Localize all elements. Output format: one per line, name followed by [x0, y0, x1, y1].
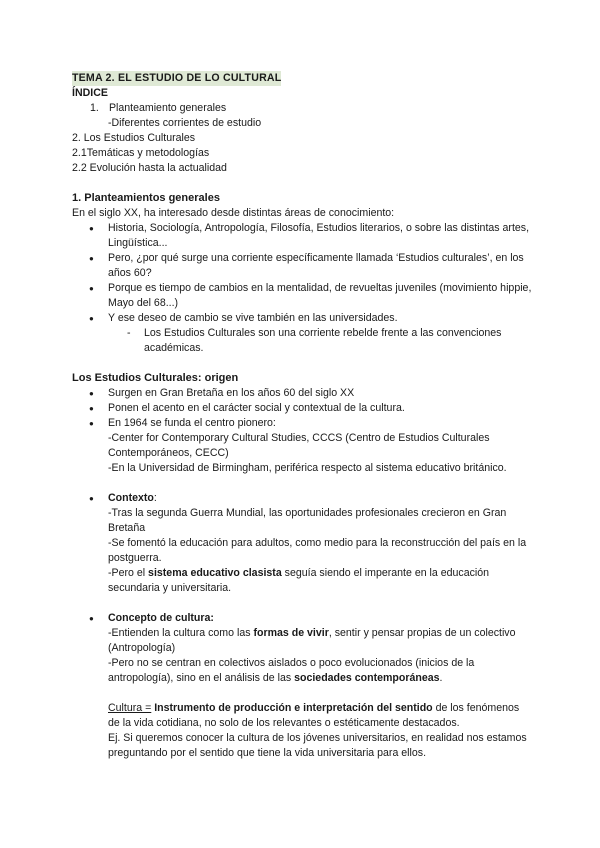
document-body [72, 71, 532, 761]
text-run: seguía siendo el imperante en la educación secundaria y universitaria. [108, 567, 490, 594]
cultura-example: Ej. Si queremos conocer la cultura de los jóvenes universitarios, en realidad nos estamos preguntando por el sentido que tiene la vida universitaria para ellos. [108, 732, 527, 759]
bullet-list [72, 611, 532, 686]
text-run-bold: formas de vivir [253, 627, 329, 639]
section-heading-planteamientos: 1. Planteamientos generales [72, 192, 220, 204]
index-item-label: Planteamiento generales [108, 102, 227, 114]
list-item-contexto [72, 491, 532, 596]
text-run-bold: sistema educativo clasista [148, 567, 282, 579]
list-item: ● Porque es tiempo de cambios en la mentalidad, de revueltas juveniles (movimiento hippie, Mayo del 68...) [72, 281, 532, 311]
concepto-line [108, 626, 532, 656]
index-item-number: 1. [90, 102, 99, 114]
bullet-list [72, 221, 532, 326]
index-heading: ÍNDICE [72, 87, 108, 99]
contexto-colon: : [153, 492, 157, 504]
sub-list-item: - Los Estudios Culturales son una corriente rebelde frente a las convenciones académicas. [72, 326, 532, 356]
section-intro: En el siglo XX, ha interesado desde distintas áreas de conocimiento: [72, 207, 395, 219]
concepto-label: Concepto de cultura: [108, 612, 214, 624]
list-item-text: En 1964 se funda el centro pionero: [108, 417, 276, 429]
contexto-line: -Se fomentó la educación para adultos, como medio para la reconstrucción del país en la postguerra. [108, 537, 527, 564]
list-item: ● Pero, ¿por qué surge una corriente específicamente llamada ‘Estudios culturales’, en los años 60? [72, 251, 532, 281]
contexto-line: -Tras la segunda Guerra Mundial, las oportunidades profesionales crecieron en Gran Bretaña [108, 507, 507, 534]
center-line: -En la Universidad de Birmingham, periférica respecto al sistema educativo británico. [108, 462, 507, 474]
contexto-line [108, 566, 532, 596]
index-item: 2. Los Estudios Culturales [72, 132, 196, 144]
index-item: -Diferentes corrientes de estudio [108, 117, 262, 129]
text-run: , sentir y pensar propias de un colectivo (Antropología) [108, 627, 516, 654]
bullet-list [72, 491, 532, 596]
cultura-term: Cultura = [108, 702, 152, 714]
text-run-bold: sociedades contemporáneas [294, 672, 440, 684]
index-item: 2.2 Evolución hasta la actualidad [72, 162, 227, 174]
text-run: -Entienden la cultura como las [108, 627, 254, 639]
section-heading-origen: Los Estudios Culturales: origen [72, 372, 239, 384]
text-run: . [439, 672, 443, 684]
cultura-definition-bold: Instrumento de producción e interpretación del sentido [151, 702, 433, 714]
list-item: ● Y ese deseo de cambio se vive también en las universidades. [72, 311, 532, 326]
document-title: TEMA 2. EL ESTUDIO DE LO CULTURAL [72, 72, 282, 84]
bullet-list [72, 386, 532, 476]
concepto-line [108, 656, 532, 686]
cultura-definition-rest: de los fenómenos de la vida cotidiana, no solo de los relevantes o estéticamente destacados. [108, 702, 520, 729]
list-item-concepto [72, 611, 532, 686]
list-item [72, 416, 532, 476]
center-line: -Center for Contemporary Cultural Studies, CCCS (Centro de Estudios Culturales Contemporáneos, CECC) [108, 432, 490, 459]
contexto-label: Contexto [108, 492, 154, 504]
text-run: -Pero no se centran en colectivos aislados o poco evolucionados (inicios de la antropología), sino en el análisis de las [108, 657, 475, 684]
index-item [72, 101, 532, 116]
list-item: ● Ponen el acento en el carácter social y contextual de la cultura. [72, 401, 532, 416]
cultura-definition [72, 701, 532, 731]
index-item: 2.1Temáticas y metodologías [72, 147, 210, 159]
list-item: ● Historia, Sociología, Antropología, Filosofía, Estudios literarios, o sobre las distintas artes, Lingüística... [72, 221, 532, 251]
text-run: -Pero el [108, 567, 149, 579]
list-item: ● Surgen en Gran Bretaña en los años 60 del siglo XX [72, 386, 532, 401]
